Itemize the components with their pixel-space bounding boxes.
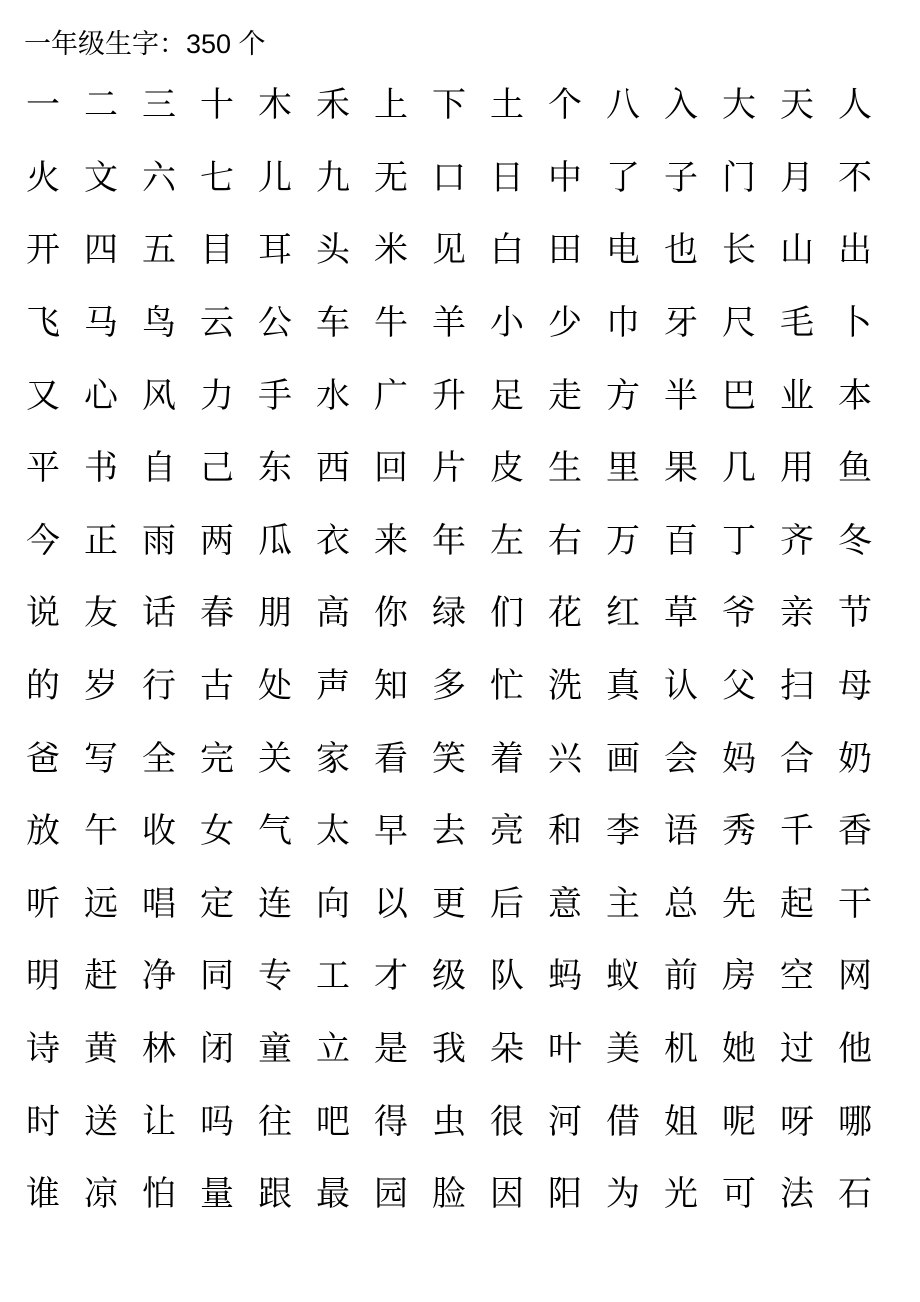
character-cell: 年 xyxy=(432,520,466,561)
character-cell: 李 xyxy=(606,811,640,852)
character-cell: 和 xyxy=(548,811,582,852)
character-cell: 听 xyxy=(26,883,60,924)
character-cell: 百 xyxy=(664,520,698,561)
character-cell: 片 xyxy=(432,448,466,489)
character-cell: 手 xyxy=(258,375,292,416)
character-cell: 洗 xyxy=(548,666,582,707)
character-cell: 可 xyxy=(722,1174,756,1215)
character-cell: 足 xyxy=(490,375,524,416)
character-cell: 冬 xyxy=(838,520,872,561)
character-cell: 山 xyxy=(780,230,814,271)
character-cell: 开 xyxy=(26,230,60,271)
character-cell: 爸 xyxy=(26,738,60,779)
character-cell: 吧 xyxy=(316,1101,350,1142)
character-cell: 母 xyxy=(838,666,872,707)
character-cell: 立 xyxy=(316,1029,350,1070)
character-cell: 后 xyxy=(490,883,524,924)
character-cell: 因 xyxy=(490,1174,524,1215)
character-cell: 入 xyxy=(664,85,698,126)
character-cell: 春 xyxy=(200,593,234,634)
character-cell: 总 xyxy=(664,883,698,924)
character-cell: 尺 xyxy=(722,303,756,344)
character-cell: 唱 xyxy=(142,883,176,924)
character-cell: 队 xyxy=(490,956,524,997)
character-cell: 牙 xyxy=(664,303,698,344)
character-cell: 月 xyxy=(780,157,814,198)
character-cell: 放 xyxy=(26,811,60,852)
character-cell: 黄 xyxy=(84,1029,118,1070)
character-cell: 心 xyxy=(84,375,118,416)
character-cell: 门 xyxy=(722,157,756,198)
character-cell: 子 xyxy=(664,157,698,198)
character-cell: 公 xyxy=(258,303,292,344)
character-cell: 风 xyxy=(142,375,176,416)
character-cell: 长 xyxy=(722,230,756,271)
character-cell: 空 xyxy=(780,956,814,997)
character-cell: 赶 xyxy=(84,956,118,997)
character-cell: 四 xyxy=(84,230,118,271)
character-cell: 绿 xyxy=(432,593,466,634)
character-cell: 皮 xyxy=(490,448,524,489)
character-cell: 气 xyxy=(258,811,292,852)
character-cell: 工 xyxy=(316,956,350,997)
character-cell: 生 xyxy=(548,448,582,489)
character-grid xyxy=(14,69,884,1231)
character-cell: 瓜 xyxy=(258,520,292,561)
character-cell: 呀 xyxy=(780,1101,814,1142)
character-cell: 远 xyxy=(84,883,118,924)
character-cell: 电 xyxy=(606,230,640,271)
character-cell: 太 xyxy=(316,811,350,852)
character-cell: 吗 xyxy=(200,1101,234,1142)
character-cell: 木 xyxy=(258,85,292,126)
character-cell: 写 xyxy=(84,738,118,779)
character-cell: 果 xyxy=(664,448,698,489)
character-cell: 量 xyxy=(200,1174,234,1215)
character-cell: 让 xyxy=(142,1101,176,1142)
character-cell: 土 xyxy=(490,85,524,126)
character-cell: 牛 xyxy=(374,303,408,344)
character-cell: 香 xyxy=(838,811,872,852)
character-cell: 看 xyxy=(374,738,408,779)
character-cell: 朋 xyxy=(258,593,292,634)
character-cell: 水 xyxy=(316,375,350,416)
character-cell: 意 xyxy=(548,883,582,924)
character-cell: 机 xyxy=(664,1029,698,1070)
character-cell: 用 xyxy=(780,448,814,489)
character-cell: 节 xyxy=(838,593,872,634)
character-cell: 借 xyxy=(606,1101,640,1142)
character-cell: 谁 xyxy=(26,1174,60,1215)
character-cell: 丁 xyxy=(722,520,756,561)
character-cell: 说 xyxy=(26,593,60,634)
character-cell: 又 xyxy=(26,375,60,416)
character-cell: 最 xyxy=(316,1174,350,1215)
character-cell: 半 xyxy=(664,375,698,416)
character-cell: 会 xyxy=(664,738,698,779)
character-cell: 你 xyxy=(374,593,408,634)
character-cell: 正 xyxy=(84,520,118,561)
character-cell: 收 xyxy=(142,811,176,852)
character-cell: 我 xyxy=(432,1029,466,1070)
character-cell: 美 xyxy=(606,1029,640,1070)
character-cell: 本 xyxy=(838,375,872,416)
character-cell: 全 xyxy=(142,738,176,779)
character-cell: 七 xyxy=(200,157,234,198)
character-cell: 的 xyxy=(26,666,60,707)
character-cell: 蚁 xyxy=(606,956,640,997)
character-cell: 马 xyxy=(84,303,118,344)
character-cell: 脸 xyxy=(432,1174,466,1215)
character-cell: 向 xyxy=(316,883,350,924)
character-cell: 合 xyxy=(780,738,814,779)
character-cell: 西 xyxy=(316,448,350,489)
character-cell: 口 xyxy=(432,157,466,198)
character-cell: 知 xyxy=(374,666,408,707)
character-cell: 行 xyxy=(142,666,176,707)
character-cell: 很 xyxy=(490,1101,524,1142)
character-cell: 右 xyxy=(548,520,582,561)
character-cell: 友 xyxy=(84,593,118,634)
character-cell: 十 xyxy=(200,85,234,126)
character-cell: 花 xyxy=(548,593,582,634)
character-cell: 广 xyxy=(374,375,408,416)
character-cell: 两 xyxy=(200,520,234,561)
character-cell: 她 xyxy=(722,1029,756,1070)
character-cell: 目 xyxy=(200,230,234,271)
character-cell: 声 xyxy=(316,666,350,707)
character-cell: 红 xyxy=(606,593,640,634)
character-cell: 亮 xyxy=(490,811,524,852)
character-cell: 虫 xyxy=(432,1101,466,1142)
character-cell: 巾 xyxy=(606,303,640,344)
character-cell: 时 xyxy=(26,1101,60,1142)
character-cell: 去 xyxy=(432,811,466,852)
character-cell: 家 xyxy=(316,738,350,779)
character-cell: 河 xyxy=(548,1101,582,1142)
character-cell: 主 xyxy=(606,883,640,924)
character-cell: 方 xyxy=(606,375,640,416)
character-cell: 先 xyxy=(722,883,756,924)
character-cell: 古 xyxy=(200,666,234,707)
character-cell: 着 xyxy=(490,738,524,779)
character-cell: 妈 xyxy=(722,738,756,779)
character-cell: 自 xyxy=(142,448,176,489)
character-cell: 回 xyxy=(374,448,408,489)
character-cell: 早 xyxy=(374,811,408,852)
character-cell: 升 xyxy=(432,375,466,416)
character-cell: 云 xyxy=(200,303,234,344)
character-cell: 一 xyxy=(26,85,60,126)
character-cell: 文 xyxy=(84,157,118,198)
character-cell: 阳 xyxy=(548,1174,582,1215)
character-cell: 日 xyxy=(490,157,524,198)
character-cell: 六 xyxy=(142,157,176,198)
character-cell: 蚂 xyxy=(548,956,582,997)
character-cell: 扫 xyxy=(780,666,814,707)
character-cell: 同 xyxy=(200,956,234,997)
character-cell: 他 xyxy=(838,1029,872,1070)
character-cell: 见 xyxy=(432,230,466,271)
character-cell: 大 xyxy=(722,85,756,126)
character-cell: 童 xyxy=(258,1029,292,1070)
character-cell: 朵 xyxy=(490,1029,524,1070)
character-cell: 平 xyxy=(26,448,60,489)
character-cell: 出 xyxy=(838,230,872,271)
character-cell: 净 xyxy=(142,956,176,997)
character-cell: 下 xyxy=(432,85,466,126)
character-cell: 毛 xyxy=(780,303,814,344)
character-cell: 父 xyxy=(722,666,756,707)
character-cell: 了 xyxy=(606,157,640,198)
character-cell: 网 xyxy=(838,956,872,997)
character-cell: 鱼 xyxy=(838,448,872,489)
character-cell: 羊 xyxy=(432,303,466,344)
character-cell: 万 xyxy=(606,520,640,561)
character-cell: 亲 xyxy=(780,593,814,634)
character-cell: 凉 xyxy=(84,1174,118,1215)
character-cell: 干 xyxy=(838,883,872,924)
character-cell: 语 xyxy=(664,811,698,852)
character-cell: 处 xyxy=(258,666,292,707)
character-cell: 八 xyxy=(606,85,640,126)
character-cell: 们 xyxy=(490,593,524,634)
character-cell: 几 xyxy=(722,448,756,489)
character-cell: 岁 xyxy=(84,666,118,707)
character-cell: 二 xyxy=(84,85,118,126)
character-cell: 少 xyxy=(548,303,582,344)
character-cell: 书 xyxy=(84,448,118,489)
character-cell: 个 xyxy=(548,85,582,126)
character-cell: 笑 xyxy=(432,738,466,779)
character-cell: 完 xyxy=(200,738,234,779)
character-cell: 关 xyxy=(258,738,292,779)
character-cell: 兴 xyxy=(548,738,582,779)
character-cell: 闭 xyxy=(200,1029,234,1070)
character-cell: 人 xyxy=(838,85,872,126)
character-cell: 耳 xyxy=(258,230,292,271)
character-cell: 多 xyxy=(432,666,466,707)
character-cell: 九 xyxy=(316,157,350,198)
character-cell: 认 xyxy=(664,666,698,707)
character-cell: 跟 xyxy=(258,1174,292,1215)
character-cell: 忙 xyxy=(490,666,524,707)
character-cell: 林 xyxy=(142,1029,176,1070)
character-cell: 也 xyxy=(664,230,698,271)
character-cell: 叶 xyxy=(548,1029,582,1070)
character-cell: 哪 xyxy=(838,1101,872,1142)
character-cell: 上 xyxy=(374,85,408,126)
character-cell: 头 xyxy=(316,230,350,271)
character-cell: 连 xyxy=(258,883,292,924)
character-cell: 园 xyxy=(374,1174,408,1215)
character-cell: 左 xyxy=(490,520,524,561)
character-cell: 卜 xyxy=(838,303,872,344)
character-cell: 真 xyxy=(606,666,640,707)
character-cell: 天 xyxy=(780,85,814,126)
character-cell: 火 xyxy=(26,157,60,198)
character-cell: 奶 xyxy=(838,738,872,779)
character-cell: 业 xyxy=(780,375,814,416)
character-cell: 衣 xyxy=(316,520,350,561)
character-cell: 米 xyxy=(374,230,408,271)
character-cell: 来 xyxy=(374,520,408,561)
character-cell: 得 xyxy=(374,1101,408,1142)
character-cell: 巴 xyxy=(722,375,756,416)
character-cell: 起 xyxy=(780,883,814,924)
character-cell: 房 xyxy=(722,956,756,997)
character-cell: 五 xyxy=(142,230,176,271)
character-cell: 女 xyxy=(200,811,234,852)
character-cell: 前 xyxy=(664,956,698,997)
character-cell: 小 xyxy=(490,303,524,344)
character-cell: 怕 xyxy=(142,1174,176,1215)
character-cell: 话 xyxy=(142,593,176,634)
character-cell: 石 xyxy=(838,1174,872,1215)
character-cell: 中 xyxy=(548,157,582,198)
character-cell: 三 xyxy=(142,85,176,126)
character-cell: 车 xyxy=(316,303,350,344)
character-cell: 高 xyxy=(316,593,350,634)
character-cell: 级 xyxy=(432,956,466,997)
character-cell: 里 xyxy=(606,448,640,489)
character-cell: 才 xyxy=(374,956,408,997)
character-cell: 画 xyxy=(606,738,640,779)
character-cell: 雨 xyxy=(142,520,176,561)
character-cell: 爷 xyxy=(722,593,756,634)
character-cell: 过 xyxy=(780,1029,814,1070)
character-cell: 明 xyxy=(26,956,60,997)
character-cell: 为 xyxy=(606,1174,640,1215)
character-cell: 白 xyxy=(490,230,524,271)
character-cell: 更 xyxy=(432,883,466,924)
character-cell: 法 xyxy=(780,1174,814,1215)
page-title: 一年级生字：350 个 xyxy=(24,29,266,59)
character-cell: 呢 xyxy=(722,1101,756,1142)
character-cell: 齐 xyxy=(780,520,814,561)
character-cell: 禾 xyxy=(316,85,350,126)
character-cell: 鸟 xyxy=(142,303,176,344)
character-cell: 儿 xyxy=(258,157,292,198)
character-cell: 专 xyxy=(258,956,292,997)
character-cell: 是 xyxy=(374,1029,408,1070)
character-cell: 今 xyxy=(26,520,60,561)
character-cell: 不 xyxy=(838,157,872,198)
character-cell: 己 xyxy=(200,448,234,489)
character-cell: 午 xyxy=(84,811,118,852)
character-cell: 田 xyxy=(548,230,582,271)
character-cell: 走 xyxy=(548,375,582,416)
character-cell: 以 xyxy=(374,883,408,924)
character-cell: 力 xyxy=(200,375,234,416)
character-cell: 无 xyxy=(374,157,408,198)
character-cell: 姐 xyxy=(664,1101,698,1142)
character-cell: 草 xyxy=(664,593,698,634)
character-cell: 往 xyxy=(258,1101,292,1142)
character-cell: 秀 xyxy=(722,811,756,852)
character-cell: 千 xyxy=(780,811,814,852)
character-cell: 诗 xyxy=(26,1029,60,1070)
character-cell: 定 xyxy=(200,883,234,924)
character-cell: 光 xyxy=(664,1174,698,1215)
character-cell: 东 xyxy=(258,448,292,489)
character-cell: 飞 xyxy=(26,303,60,344)
character-cell: 送 xyxy=(84,1101,118,1142)
